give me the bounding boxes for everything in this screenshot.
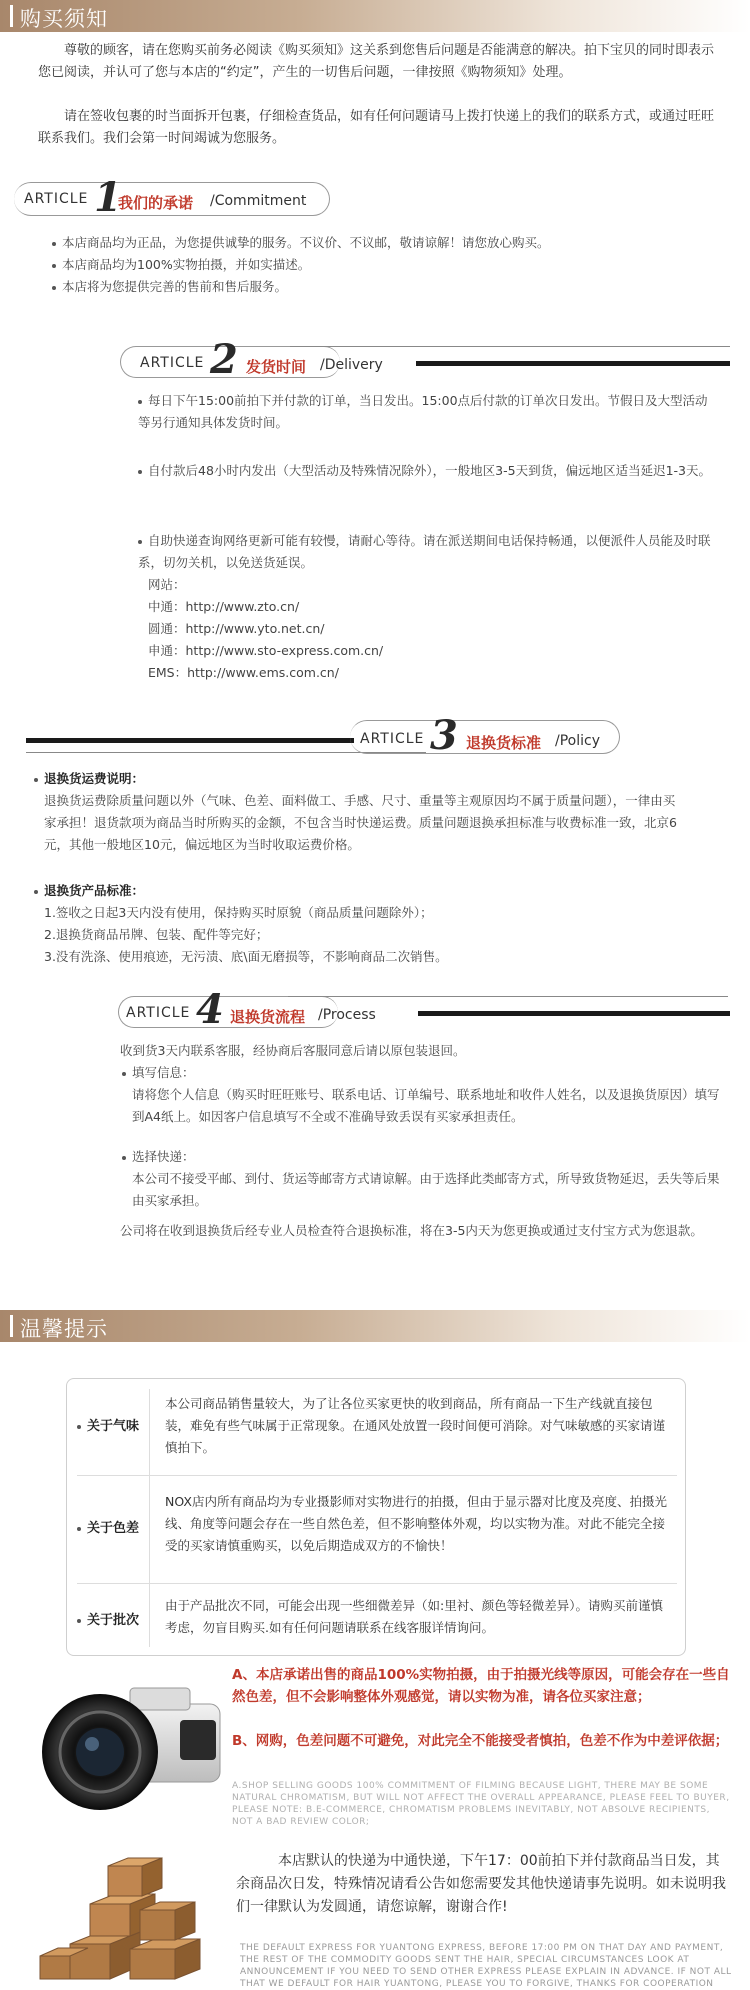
- bullet-icon: [138, 400, 142, 404]
- tip-label: 关于色差: [77, 1517, 177, 1536]
- tips-box: [66, 1378, 686, 1656]
- sites-label: 网站：: [148, 577, 186, 592]
- policy-standard: [34, 880, 684, 968]
- article-2-thick-rule: [416, 361, 730, 366]
- tip-row-color: [67, 1475, 687, 1581]
- notice-paragraph-1: 尊敬的顾客，请在您购买前务必阅读《购买须知》这关系到您售后问题是否能满意的解决。拍下宝贝的同时即表示您已阅读，并认可了您与本店的“约定”，产生的一切售后问题，一律按照《购物须知》处理。: [38, 43, 715, 80]
- bullet-icon: [52, 242, 56, 246]
- process-intro: 收到货3天内联系客服，经协商后客服同意后请以原包装退回。: [120, 1043, 466, 1058]
- article-title-cn: 退换货标准: [466, 734, 542, 752]
- camera-note-en: A.SHOP SELLING GOODS 100% COMMITMENT OF FILMING BECAUSE LIGHT, THERE MAY BE SOME NATURAL CHROMATISM, BUT WILL NOT AFFECT THE OVERALL APPEARANCE, PLEASE FEEL TO BUYER, PLEASE NOTE: B.E-COMMERCE, CHROMATISM PROBLEMS INEVITABLY, NOT ABSOLVE RECIPIENTS, NOT A BAD REVIEW COLOR;: [232, 1781, 730, 1827]
- policy-freight-heading: 退换货运费说明：: [34, 768, 684, 790]
- bullet-icon: [77, 1425, 81, 1429]
- article-3-header: [20, 712, 620, 759]
- article-4-header: [118, 986, 730, 1033]
- article-word: ARTICLE: [360, 731, 425, 747]
- delivery-bullet-1: 每日下午15:00前拍下并付款的订单，当日发出。15:00点后付款的订单次日发出。节假日及大型活动等另行通知具体发货时间。: [138, 393, 708, 430]
- site-zto[interactable]: 中通：http://www.zto.cn/: [148, 599, 300, 614]
- process-outro: 公司将在收到退换货后经专业人员检查符合退换标准，将在3-5内天为您更换或通过支付宝方式为您退款。: [120, 1223, 703, 1238]
- list-item: 本店将为您提供完善的售前和售后服务。: [52, 276, 732, 298]
- delivery-bullet-3: 自助快递查询网络更新可能有较慢，请耐心等待。请在派送期间电话保持畅通，以便派件人员能及时联系，切勿关机，以免送货延误。: [138, 533, 711, 570]
- bullet-icon: [34, 778, 38, 782]
- article-title-en: /Commitment: [210, 193, 307, 209]
- tip-text: NOX店内所有商品均为专业摄影师对实物进行的拍摄，但由于显示器对比度及亮度、拍摄光线、角度等问题会存在一些自然色差，但不影响整体外观，均以实物为准。对此不能完全接受的买家请慎重购买，以免后期造成双方的不愉快！: [165, 1494, 667, 1553]
- notice-header-bar: [0, 0, 750, 32]
- delivery-bullet-2: 自付款后48小时内发出（大型活动及特殊情况除外），一般地区3-5天到货，偏远地区适当延迟1-3天。: [138, 460, 718, 482]
- bullet-icon: [122, 1156, 126, 1160]
- article-3-thick-rule: [26, 738, 354, 743]
- express-sites: [148, 574, 708, 684]
- boxes-image: [30, 1844, 230, 1984]
- article-title-cn: 我们的承诺: [118, 194, 194, 212]
- article-word: ARTICLE: [24, 191, 89, 207]
- article-number: 1: [94, 174, 122, 221]
- article-number: 4: [196, 986, 224, 1033]
- bullet-icon: [138, 470, 142, 474]
- process-express-heading: 选择快递：: [122, 1146, 722, 1168]
- header-pipe: [10, 5, 13, 27]
- article-title-cn: 发货时间: [246, 358, 307, 376]
- article-word: ARTICLE: [126, 1005, 191, 1021]
- policy-freight: [34, 768, 684, 856]
- bullet-icon: [52, 264, 56, 268]
- process-express-text: 本公司不接受平邮、到付、货运等邮寄方式请谅解。由于选择此类邮寄方式，所导致货物延迟，丢失等后果由买家承担。: [132, 1171, 720, 1208]
- express-note-cn: 本店默认的快递为中通快递，下午17：00前拍下并付款商品当日发，其余商品次日发，特殊情况请看公告如您需要发其他快递请事先说明。如未说明我们一律默认为发圆通，请您谅解，谢谢合作!: [236, 1853, 726, 1915]
- tip-label: 关于批次: [77, 1609, 177, 1628]
- list-item: 本店商品均为100%实物拍摄，并如实描述。: [52, 254, 732, 276]
- bullet-icon: [138, 540, 142, 544]
- tip-text: 由于产品批次不同，可能会出现一些细微差异（如:里衬、颜色等轻微差异）。请购买前谨慎考虑，勿盲目购买.如有任何问题请联系在线客服详情询问。: [165, 1598, 663, 1635]
- notice-paragraph-2: 请在签收包裹的时当面拆开包裹，仔细检查货品，如有任何问题请马上拨打快递上的我们的联系方式，或通过旺旺联系我们。我们会第一时间竭诚为您服务。: [38, 109, 715, 146]
- bullet-icon: [34, 890, 38, 894]
- bullet-icon: [77, 1619, 81, 1623]
- header-pipe: [10, 1315, 13, 1337]
- tip-row-smell: [67, 1379, 687, 1473]
- site-ems[interactable]: EMS：http://www.ems.com.cn/: [148, 665, 339, 680]
- article-title-cn: 退换货流程: [230, 1008, 306, 1026]
- article-2-header: [120, 336, 730, 383]
- camera-note-b: B、网购，色差问题不可避免，对此完全不能接受者慎拍，色差不作为中差评依据；: [232, 1733, 729, 1749]
- article-word: ARTICLE: [140, 355, 205, 371]
- article-number: 2: [210, 336, 238, 383]
- article-4-thick-rule: [418, 1011, 730, 1016]
- bullet-icon: [77, 1527, 81, 1531]
- article-2-top-rule: [290, 346, 730, 347]
- article-title-en: /Delivery: [320, 357, 383, 373]
- list-item: 1.签收之日起3天内没有使用，保持购买时原貌（商品质量问题除外）；: [44, 905, 433, 920]
- commitment-list: [52, 232, 732, 298]
- site-sto[interactable]: 申通：http://www.sto-express.com.cn/: [148, 643, 384, 658]
- article-1-header: [14, 174, 334, 221]
- list-item: 本店商品均为正品，为您提供诚挚的服务。不议价、不议邮，敬请谅解！请您放心购买。: [52, 232, 732, 254]
- process-choose-express: [122, 1146, 722, 1212]
- tips-title: 温馨提示: [20, 1317, 108, 1341]
- policy-standard-heading: 退换货产品标准：: [34, 880, 684, 902]
- list-item: 2.退换货商品吊牌、包装、配件等完好；: [44, 927, 269, 942]
- tip-label: 关于气味: [77, 1415, 177, 1434]
- article-title-en: /Process: [318, 1007, 376, 1023]
- process-fill-text: 请将您个人信息（购买时旺旺账号、联系电话、订单编号、联系地址和收件人姓名，以及退换货原因）填写到A4纸上。如因客户信息填写不全或不准确导致丢误有买家承担责任。: [132, 1087, 720, 1124]
- tips-header-bar: [0, 1310, 750, 1342]
- camera-image: [30, 1664, 230, 1814]
- article-number: 3: [430, 712, 458, 759]
- policy-freight-text: 退换货运费除质量问题以外（气味、色差、面料做工、手感、尺寸、重量等主观原因均不属于质量问题），一律由买家承担！退货款项为商品当时所购买的金额，不包含当时快递运费。质量问题退换承担标准与收费标准一致，北京6元，其他一般地区10元，偏远地区为当时收取运费价格。: [44, 793, 677, 852]
- list-item: 3.没有洗涤、使用痕迹，无污渍、底\面无磨损等，不影响商品二次销售。: [44, 949, 448, 964]
- express-note-en: THE DEFAULT EXPRESS FOR YUANTONG EXPRESS, BEFORE 17:00 PM ON THAT DAY AND PAYMENT, THE REST OF THE COMMODITY GOODS SENT THE HAIR, SPECIAL CIRCUMSTANCES LOOK AT ANNOUNCEMENT IF YOU NEED TO SEND OTHER EXPRESS PLEASE EXPLAIN IN ADVANCE. IF NOT ALL THAT WE DEFAULT FOR HAIR YUANTONG, PLEASE YOU TO FORGIVE, THANKS FOR COOPERATION: [240, 1943, 732, 1989]
- site-yto[interactable]: 圆通：http://www.yto.net.cn/: [148, 621, 325, 636]
- tip-row-batch: [67, 1583, 687, 1655]
- article-4-top-rule: [288, 996, 728, 997]
- bullet-icon: [122, 1072, 126, 1076]
- article-title-en: /Policy: [555, 733, 600, 749]
- tip-text: 本公司商品销售量较大，为了让各位买家更快的收到商品，所有商品一下生产线就直接包装，难免有些气味属于正常现象。在通风处放置一段时间便可消除。对气味敏感的买家请谨慎拍下。: [165, 1396, 666, 1455]
- process-fill-heading: 填写信息：: [122, 1062, 722, 1084]
- bullet-icon: [52, 286, 56, 290]
- camera-note-a: A、本店承诺出售的商品100%实物拍摄，由于拍摄光线等原因，可能会存在一些自然色差，但不会影响整体外观感觉，请以实物为准，请各位买家注意；: [232, 1667, 730, 1705]
- process-fill-info: [122, 1062, 722, 1128]
- notice-title: 购买须知: [20, 7, 108, 31]
